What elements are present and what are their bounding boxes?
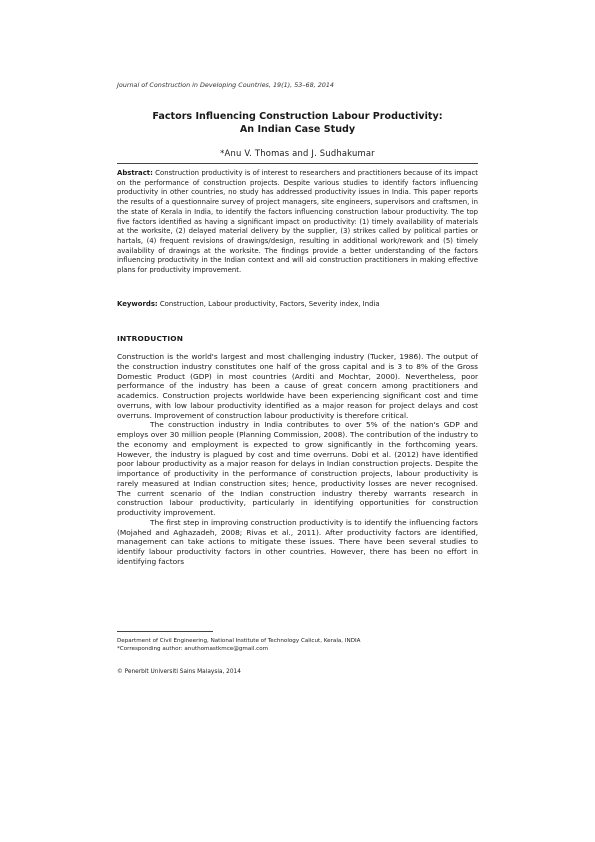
journal-citation: Journal of Construction in Developing Countries, 19(1), 53–68, 2014 [117,81,334,89]
abstract [117,169,478,276]
body-paragraph: The first step in improving construction productivity is to identify the influencing factors (Mojahed and Aghazadeh, 2008; Rivas et al., 2011). After productivity factors are identified, management can take actions to mitigate these issues. There have been several studies to identify labour productivity factors in other countries. However, there has been no effort in identifying factors [117,517,478,566]
introduction-body [117,352,478,567]
copyright-notice: © Penerbit Universiti Sains Malaysia, 2014 [117,669,241,675]
author-list: *Anu V. Thomas and J. Sudhakumar [220,148,375,158]
abstract-text: Construction productivity is of interest to researchers and practitioners because of its impact on the performance of construction projects. Despite various studies to identify factors influencing productivity in other countries, no study has addressed productivity issues in India. This paper reports the results of a questionnaire survey of project managers, site engineers, supervisors and craftsmen, in the state of Kerala in India, to identify the factors influencing construction labour productivity. The top five factors identified as having a significant impact on productivity: (1) timely availability of materials at the worksite, (2) delayed material delivery by the supplier, (3) strikes called by political parties or hartals, (4) frequent revisions of drawings/design, resulting in additional work/rework and (5) timely availability of drawings at the worksite. The findings provide a better understanding of the factors influencing productivity in the Indian context and will aid construction practitioners in making effective plans for productivity improvement. [117,169,479,275]
body-paragraph: The construction industry in India contributes to over 5% of the nation's GDP and employs over 30 million people (Planning Commission, 2008). The contribution of the industry to the economy and employment is expected to grow significantly in the forthcoming years. However, the industry is plagued by cost and time overruns. Dobi et al. (2012) have identified poor labour productivity as a major reason for delays in Indian construction projects. Despite the importance of productivity in the performance of construction projects, labour productivity is rarely measured at Indian construction sites; hence, productivity losses are never recognised. The current scenario of the Indian construction industry thereby warrants research in construction labour productivity, particularly in identifying opportunities for construction productivity improvement. [117,420,478,517]
footnotes [117,637,478,653]
paper-title-line-1: Factors Influencing Construction Labour Productivity: [152,111,443,122]
keywords-text: Construction, Labour productivity, Factors, Severity index, India [159,300,380,308]
keywords [117,300,478,310]
keywords-label: Keywords: [117,300,158,308]
abstract-top-rule [117,163,478,164]
footnote-correspondence: *Corresponding author: anuthomastkmce@gmail.com [117,646,269,652]
paper-title [117,110,478,136]
paper-title-line-2: An Indian Case Study [239,124,356,135]
abstract-label: Abstract: [117,169,153,177]
section-heading-introduction: INTRODUCTION [117,334,184,343]
body-paragraph: Construction is the world's largest and most challenging industry (Tucker, 1986). The output of the construction industry constitutes one half of the gross capital and is 3 to 8% of the Gross Domestic Product (GDP) in most countries (Arditi and Mochtar, 2000). Nevertheless, poor performance of the industry has been a cause of great concern among practitioners and academics. Construction projects worldwide have been experiencing significant cost and time overruns, with low labour productivity identified as a major reason for project delays and cost overruns. Improvement of construction labour productivity is therefore critical. [117,352,478,420]
footnote-rule [117,631,213,632]
footnote-affiliation: Department of Civil Engineering, National Institute of Technology Calicut, Kerala, INDIA [117,638,361,644]
